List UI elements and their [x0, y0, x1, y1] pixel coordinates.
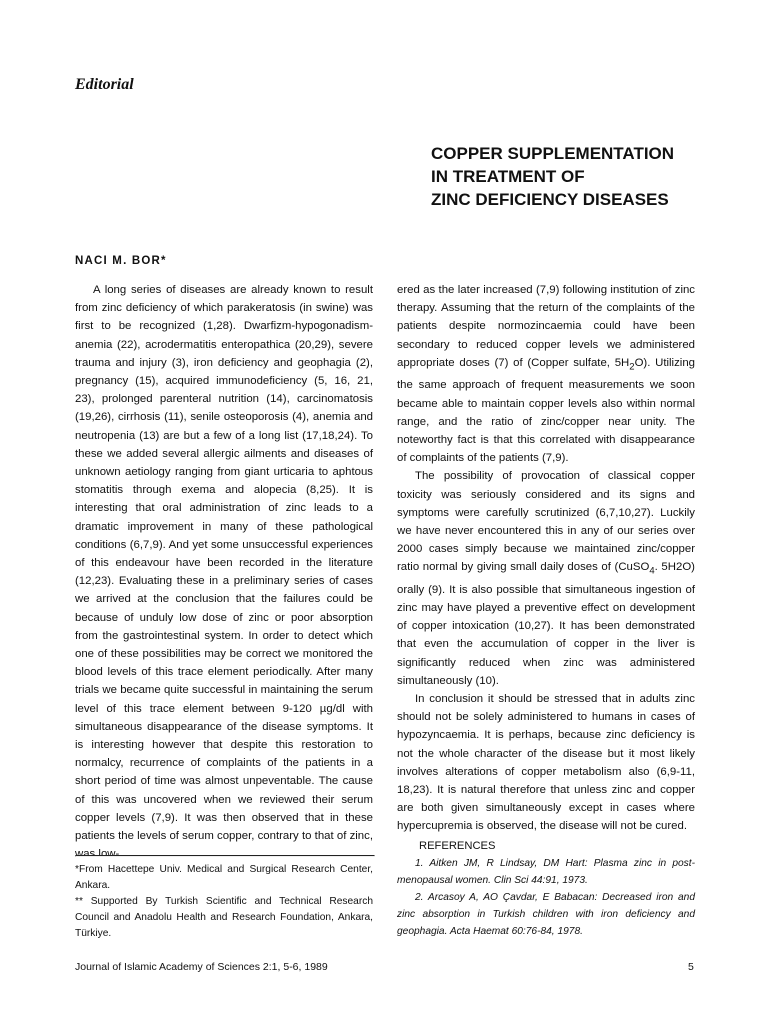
title-line-1: COPPER SUPPLEMENTATION [431, 144, 675, 163]
footnote-support: ** Supported By Turkish Scientific and Technical Research Council and Anadolu Health and Research Foundation, Ankara, Türkiye. [75, 896, 373, 939]
page-number: 5 [688, 961, 694, 973]
references-heading: REFERENCES [419, 840, 496, 852]
title-line-2: IN TREATMENT OF [431, 167, 585, 186]
subscript: 2 [629, 361, 635, 373]
footnotes [75, 862, 373, 942]
body-paragraph [397, 467, 695, 690]
reference-item: 2. Arcasoy A, AO Çavdar, E Babacan: Decreased iron and zinc absorption in Turkish children with iron deficiency and geophagia. Acta Haemat 60:76-84, 1978. [397, 892, 695, 937]
body-paragraph: A long series of diseases are already known to result from zinc deficiency of which parakeratosis (in swine) was first to be recognized (1,28). Dwarfizm-hypogonadism-anemia (22), acrodermatitis enteropathica (20,29), severe trauma and injury (3), iron deficiency and geophagia (2), pregnancy (15), acquired immunodeficiency (5, 16, 21, 23), prolonged parenteral nutrition (14), carcinomatosis (19,26), cirrhosis (11), senile osteoporosis (4), anemia and neutropenia (13) are but a few of a long list (17,18,24). To these we added several allergic ailments and diseases of unknown aetiology ranging from giant urticaria to aphtous stomatitis through exema and alopecia (8,25). It is interesting that oral administration of zinc leads to a dramatic improvement in many of these pathological conditions (6,7,9). And yet some unsuccessful experiences of this endeavour have been recorded in the literature (12,23). Evaluating these in a preliminary series of cases we arrived at the conclusion that the failures could be because of unduly low dose of zinc or poor absorption from the gastrointestinal system. In order to detect which one of these possibilities may be correct we monitored the blood levels of this trace element periodically. After many trials we became quite successful in maintaining the serum level of this trace element between 9-120 µg/dl with simultaneous disappearance of the disease symptoms. It is interesting however that despite this restoration to normalcy, recurrence of complaints of the patients in a short period of time was almost unpeventable. The cause of this was uncovered when we reviewed their serum copper levels (7,9). It was then observed that in these patients the levels of serum copper, contrary to that of zinc, was low- [75, 284, 373, 861]
footnote-divider [75, 855, 375, 857]
subscript: 4 [649, 565, 655, 577]
footnote-affiliation: *From Hacettepe Univ. Medical and Surgical Research Center, Ankara. [75, 864, 373, 891]
text-run: ered as the later increased (7,9) following institution of zinc therapy. Assuming that the return of the complaints of the patients despite normozincaemia could have been secondary to reduced copper levels we administered appropriate doses (7) of (Copper sulfate, 5H [397, 284, 695, 369]
article-title [431, 142, 731, 211]
text-run: . 5H2O) orally (9). It is also possible that simultaneous ingestion of zinc may have played a preventive effect on development of copper intoxication (10,27). It has been demonstrated that even the accumulation of copper in the liver is significantly reduced when zinc was administered simultaneously (10). [397, 561, 695, 687]
section-label: Editorial [75, 76, 134, 93]
text-run: The possibility of provocation of classical copper toxicity was seriously considered and its signs and symptoms were carefully scrutinized (6,7,10,27). Luckily we have never encountered this in any of our series over 2000 cases simply because we maintained zinc/copper ratio normal by giving small daily doses of (CuSO [397, 470, 695, 574]
references-section [397, 838, 695, 940]
author-name: NACI M. BOR* [75, 255, 167, 267]
reference-item: 1. Aitken JM, R Lindsay, DM Hart: Plasma zinc in post-menopausal women. Clin Sci 44:91, 1973. [397, 858, 695, 886]
body-column-left [75, 281, 373, 864]
footer-journal-citation: Journal of Islamic Academy of Sciences 2:1, 5-6, 1989 [75, 961, 328, 973]
body-column-right [397, 281, 695, 836]
body-paragraph: In conclusion it should be stressed that in adults zinc should not be solely administered to humans in cases of hypozyncaemia. It is perhaps, because zinc deficiency is not the whole character of the disease but it most likely involves alterations of copper metabolism also (6,9-11, 18,23). It is natural therefore that unless zinc and copper are both given simultaneously except in cases where hypercupremia is observed, the disease will not be cured. [397, 693, 695, 833]
references-list [397, 855, 695, 940]
title-line-3: ZINC DEFICIENCY DISEASES [431, 190, 669, 209]
text-run: O). Utilizing the same approach of frequent measurements we soon became able to maintain copper levels also within normal range, and the ratio of zinc/copper near unity. The noteworthy fact is that this correlated with disappearance of complaints of the patients (7,9). [397, 356, 695, 465]
body-paragraph [397, 281, 695, 467]
